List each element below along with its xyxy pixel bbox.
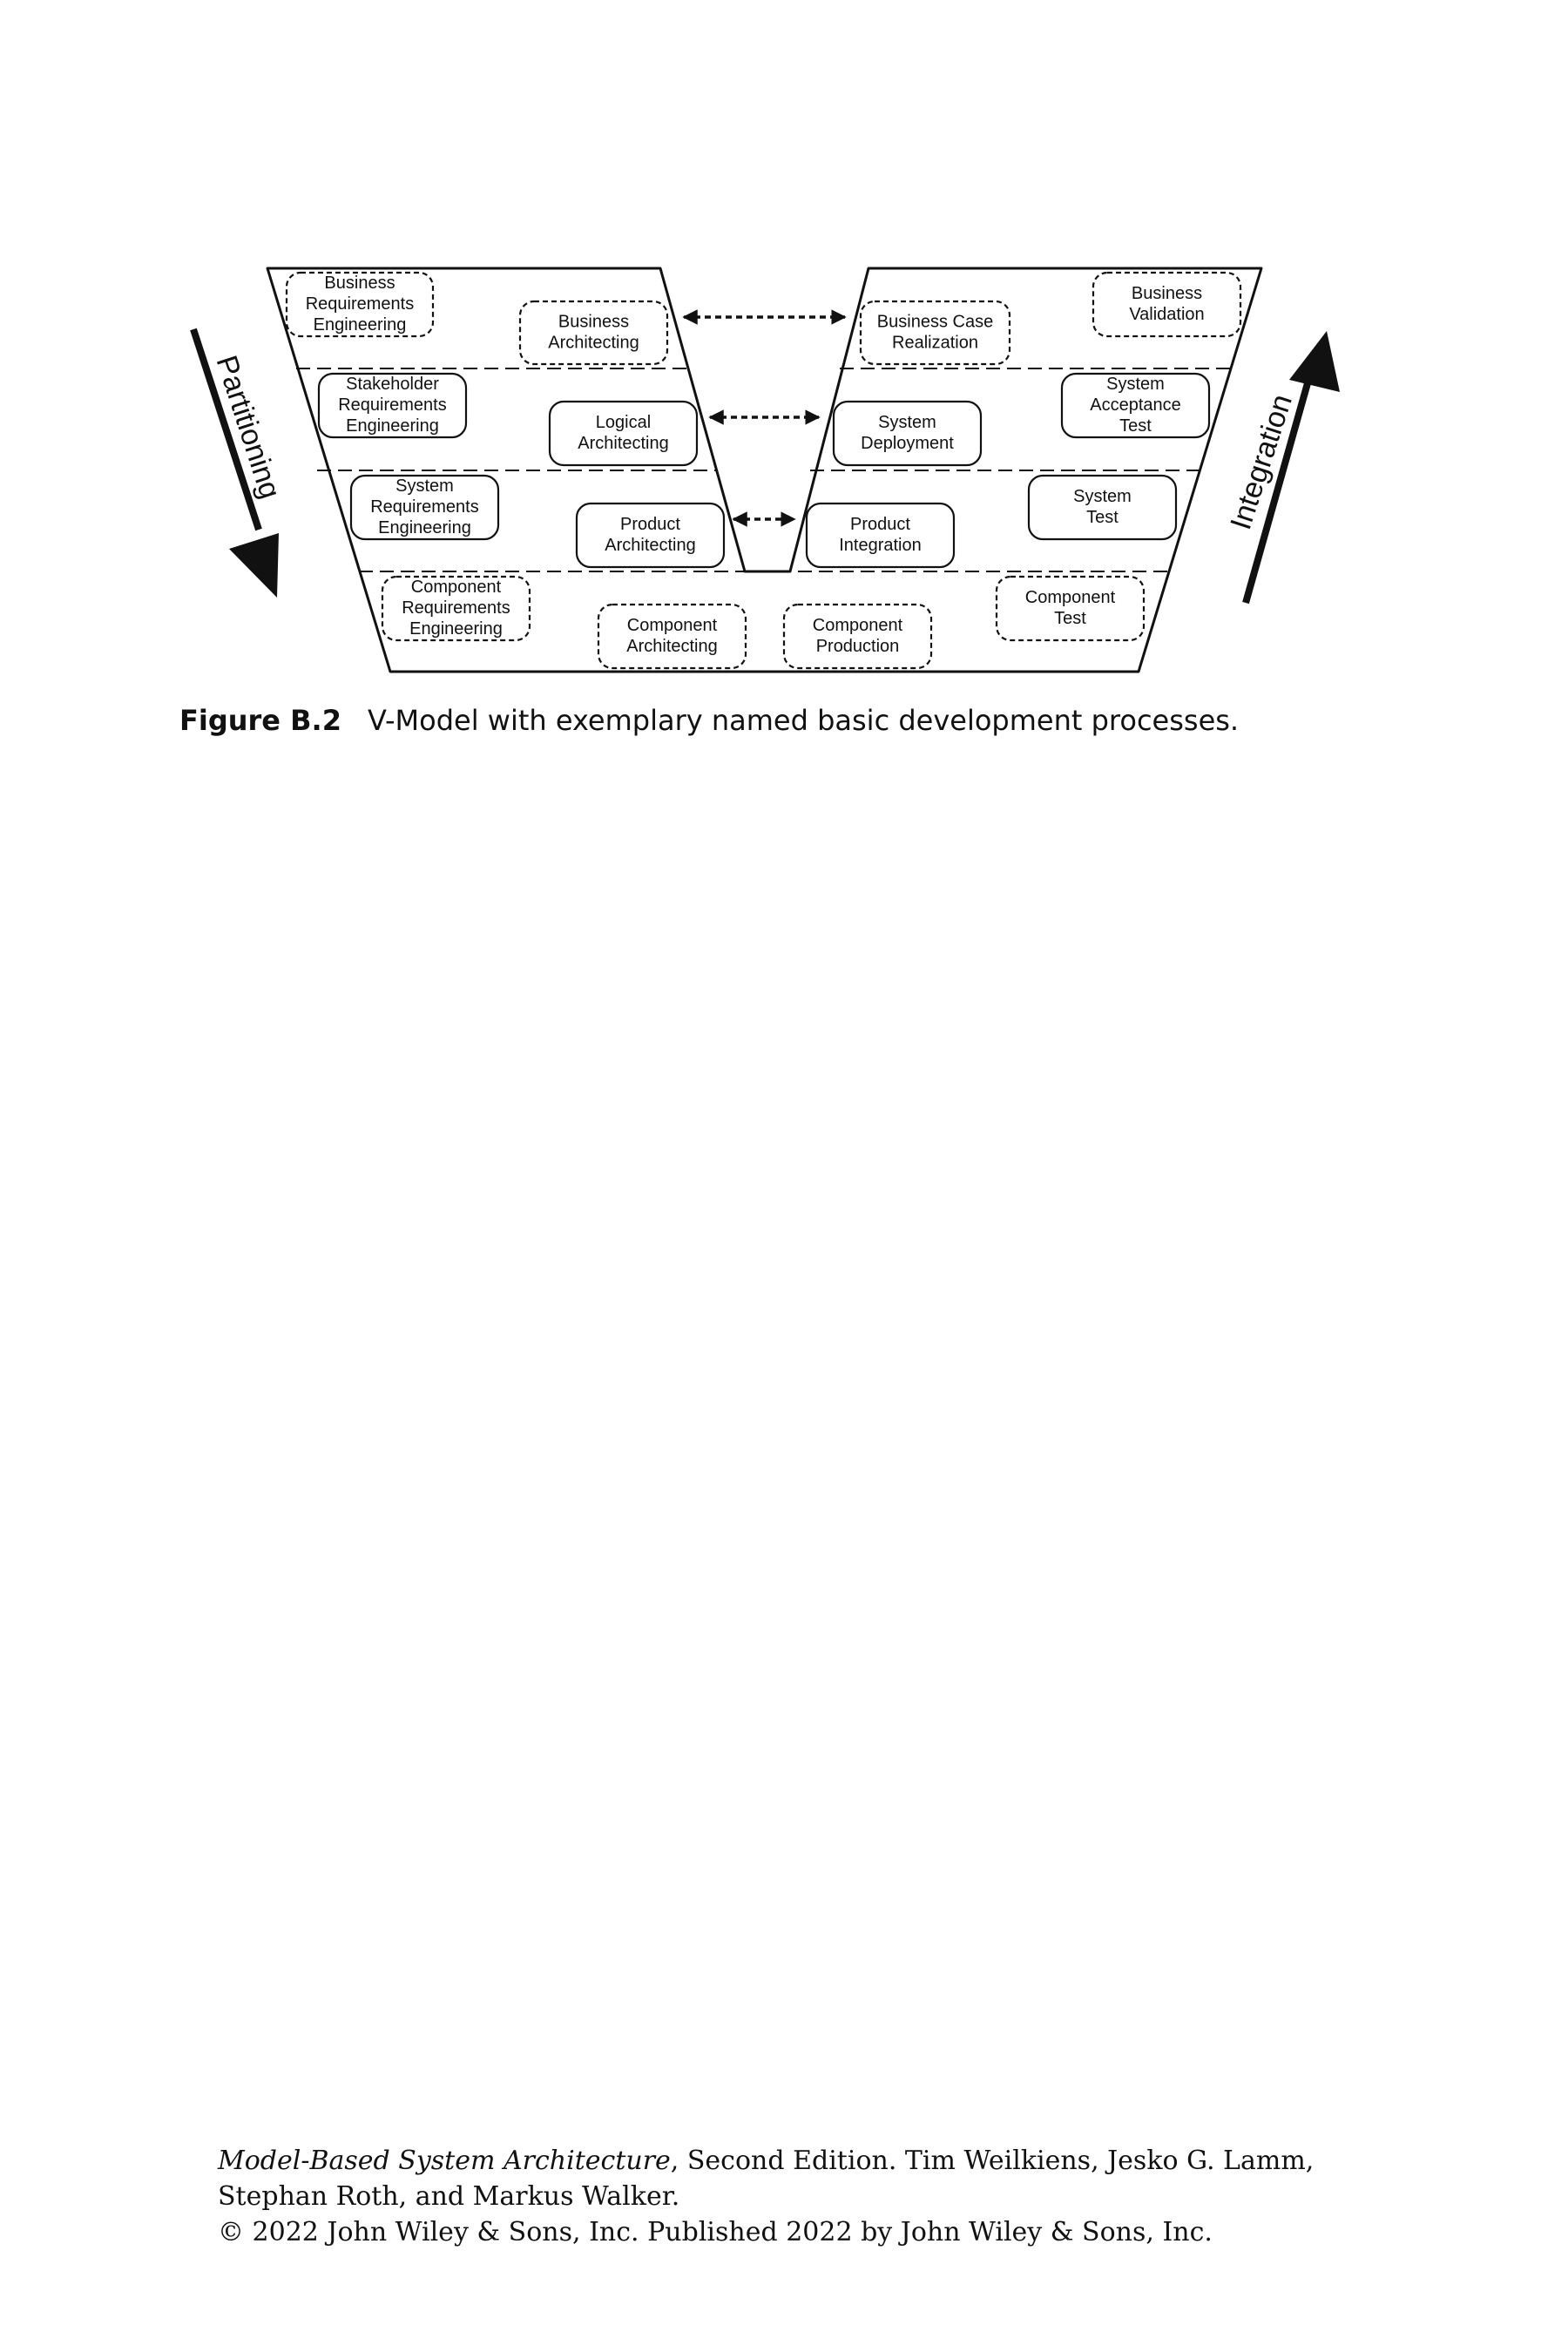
process-label-line: Architecting bbox=[626, 636, 718, 656]
process-business-architecting bbox=[520, 301, 667, 364]
process-stakeholder-requirements-engineering bbox=[319, 374, 466, 437]
process-label-line: Engineering bbox=[313, 314, 407, 335]
process-label-line: Stakeholder bbox=[346, 374, 439, 394]
process-component-architecting bbox=[598, 605, 746, 668]
process-product-integration bbox=[807, 504, 954, 567]
process-label-line: Logical bbox=[595, 412, 652, 432]
process-label-line: Component bbox=[812, 615, 903, 635]
process-label-line: Deployment bbox=[861, 433, 954, 453]
process-label-line: Requirements bbox=[305, 294, 415, 314]
process-label-line: System bbox=[395, 476, 454, 496]
book-footer bbox=[218, 2143, 1314, 2250]
process-system-acceptance-test bbox=[1062, 374, 1209, 437]
book-title: Model-Based System Architecture bbox=[218, 2146, 671, 2176]
process-label-line: Integration bbox=[839, 535, 922, 555]
partitioning-arrow-head bbox=[229, 533, 279, 598]
figure-caption bbox=[179, 704, 1239, 737]
process-system-test bbox=[1029, 476, 1176, 539]
process-label-line: Realization bbox=[892, 333, 978, 353]
process-logical-architecting bbox=[550, 402, 697, 465]
process-label-line: Architecting bbox=[548, 333, 639, 353]
integration-arrow-head bbox=[1289, 331, 1340, 392]
process-business-validation bbox=[1093, 273, 1240, 336]
process-label-line: Acceptance bbox=[1090, 395, 1181, 415]
process-label-line: Test bbox=[1086, 507, 1119, 527]
process-label-line: Architecting bbox=[605, 535, 696, 555]
figure-caption-text: V-Model with exemplary named basic development processes. bbox=[367, 704, 1240, 737]
process-business-requirements-engineering bbox=[287, 273, 433, 336]
process-label-line: Test bbox=[1054, 608, 1086, 628]
process-system-deployment bbox=[834, 402, 981, 465]
process-label-line: Architecting bbox=[578, 433, 669, 453]
process-component-test bbox=[997, 577, 1144, 640]
process-label-line: Test bbox=[1119, 416, 1152, 436]
process-label-line: System bbox=[878, 412, 936, 432]
process-label-line: Component bbox=[410, 577, 502, 597]
correspondence-arrows bbox=[684, 317, 845, 519]
process-label-line: Requirements bbox=[402, 598, 510, 618]
process-label-line: Engineering bbox=[378, 517, 471, 537]
footer-line-3: © 2022 John Wiley & Sons, Inc. Published 2022 by John Wiley & Sons, Inc. bbox=[218, 2217, 1213, 2247]
process-business-case-realization bbox=[861, 301, 1010, 364]
process-label-line: Requirements bbox=[338, 395, 447, 415]
process-label-line: Validation bbox=[1129, 304, 1205, 324]
process-label-line: System bbox=[1106, 374, 1165, 394]
footer-line-1 bbox=[218, 2143, 1314, 2179]
process-label-line: Business bbox=[558, 312, 630, 332]
process-label-line: Engineering bbox=[346, 416, 439, 436]
process-system-requirements-engineering bbox=[351, 476, 498, 539]
process-label-line: Production bbox=[815, 636, 900, 656]
process-component-requirements-engineering bbox=[382, 577, 530, 640]
process-label-line: Product bbox=[620, 514, 680, 534]
process-label-line: Business Case bbox=[876, 312, 994, 332]
footer-line-1-rest: , Second Edition. Tim Weilkiens, Jesko G. Lamm, bbox=[670, 2146, 1315, 2176]
integration-label: Integration bbox=[1224, 390, 1299, 534]
process-label-line: Component bbox=[626, 615, 718, 635]
footer-line-2: Stephan Roth, and Markus Walker. bbox=[218, 2181, 680, 2212]
process-label-line: Requirements bbox=[370, 497, 479, 517]
process-label-line: System bbox=[1073, 486, 1132, 506]
process-label-line: Component bbox=[1024, 587, 1116, 607]
partitioning-label: Partitioning bbox=[209, 351, 287, 504]
process-label-line: Business bbox=[324, 273, 395, 293]
process-label-line: Business bbox=[1131, 283, 1203, 303]
process-product-architecting bbox=[577, 504, 724, 567]
process-label-line: Engineering bbox=[409, 618, 503, 639]
figure-label: Figure B.2 bbox=[179, 704, 341, 737]
process-label-line: Product bbox=[850, 514, 910, 534]
v-model-diagram bbox=[0, 0, 1568, 784]
process-component-production bbox=[784, 605, 931, 668]
